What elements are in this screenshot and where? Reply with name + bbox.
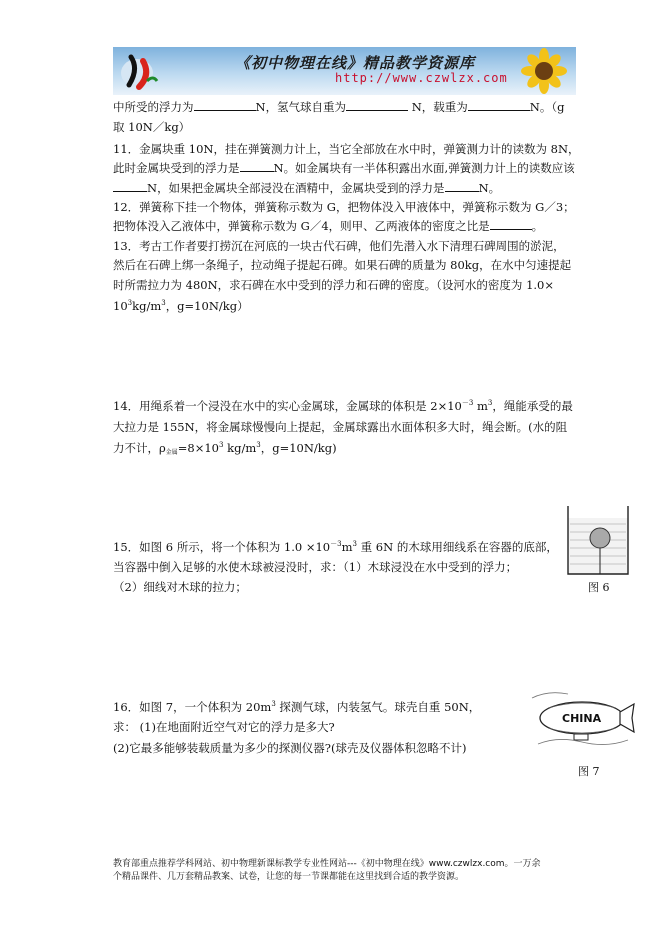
answer-blank[interactable]: [346, 99, 408, 111]
question-15-line2: 当容器中倒入足够的水使木球被浸没时，求：（1）木球浸没在水中受到的浮力；: [113, 560, 518, 574]
question-14-line2: 大拉力是 155N，将金属球慢慢向上提起，金属球露出水面体积多大时，绳会断。(水的阻: [113, 420, 568, 434]
footer-line-2: 个精品课件、几万套精品教案、试卷，让您的每一节课都能在这里找到合适的教学资源。: [113, 872, 465, 882]
question-10-unit-note: 取 10N／kg）: [113, 120, 191, 134]
wood-ball: [590, 528, 610, 548]
question-13-line4: $10^3kg/m^3$，g=10N/kg）: [113, 299, 249, 313]
question-13-line2: 然后在石碑上绑一条绳子，拉动绳子提起石碑。如果石碑的质量为 80kg，在水中匀速提起: [113, 258, 572, 272]
question-15-line1: 15．如图 6 所示，将一个体积为 $1.0 \times 10^{-3}m^3$ 重 6N 的木球用细线系在容器的底部，: [113, 540, 558, 554]
header-banner: [113, 47, 576, 95]
question-11-line2: 此时金属块受到的浮力是 N。如金属块有一半体积露出水面,弹簧测力计上的读数应该: [113, 161, 575, 175]
question-10-continued: 中所受的浮力为 N，氢气球自重为 N，载重为 N。（g: [113, 100, 565, 114]
question-14-line3: 力不计，$\rho_{金属}=8\times 10^3$ $kg/m^3$，g=10N/kg): [113, 441, 337, 456]
figure-6-caption: 图 6: [588, 581, 610, 594]
figure-6-container-diagram: [564, 504, 632, 576]
answer-blank[interactable]: [490, 218, 532, 230]
footer-line-1: 教育部重点推荐学科网站、初中物理新课标教学专业性网站---《初中物理在线》www.czwlzx.com。一万余: [113, 859, 541, 869]
question-12-line1: 12．弹簧称下挂一个物体，弹簧称示数为 G，把物体没入甲液体中，弹簧称示数为 G／3；: [113, 200, 575, 214]
figure-7-caption: 图 7: [578, 765, 600, 778]
airship-gondola: [574, 734, 588, 740]
question-12-line2: 把物体没入乙液体中，弹簧称示数为 G／4，则甲、乙两液体的密度之比是 。: [113, 219, 544, 233]
answer-blank[interactable]: [468, 99, 530, 111]
question-16-line1: 16．如图 7，一个体积为 $20m^3$ 探测气球，内装氢气。球壳自重 50N，: [113, 700, 481, 714]
site-url[interactable]: http://www.czwlzx.com: [335, 71, 508, 85]
site-title: 《初中物理在线》精品教学资源库: [235, 54, 476, 72]
figure-7-airship-diagram: [528, 686, 638, 756]
question-16-line2: 求： (1)在地面附近空气对它的浮力是多大?: [113, 720, 335, 734]
question-11-line3: N，如果把金属块全部浸没在酒精中，金属块受到的浮力是 N。: [113, 180, 500, 196]
cloud-line: [532, 693, 568, 698]
answer-blank[interactable]: [445, 180, 479, 192]
page-footer: [113, 858, 558, 884]
question-15-line3: （2）细线对木球的拉力；: [113, 580, 247, 594]
airship-label: CHINA: [562, 712, 602, 725]
airship-tail-fin: [620, 704, 634, 732]
answer-blank[interactable]: [194, 99, 256, 111]
question-16-line3: (2)它最多能够装载质量为多少的探测仪器?(球壳及仪器体积忽略不计): [113, 741, 467, 755]
question-13-line3: 时所需拉力为 480N，求石碑在水中受到的浮力和石碑的密度。（设河水的密度为 1.0×: [113, 278, 554, 292]
question-11-line1: 11．金属块重 10N，挂在弹簧测力计上，当它全部放在水中时，弹簧测力计的读数为 8N，: [113, 142, 580, 156]
sunflower-icon: [514, 47, 574, 95]
site-logo-icon: [117, 51, 161, 91]
question-14-line1: 14．用绳系着一个浸没在水中的实心金属球，金属球的体积是 $2\times 10^{-3}$ $m^3$，绳能承受的最: [113, 399, 573, 413]
question-13-line1: 13．考古工作者要打捞沉在河底的一块古代石碑，他们先潜入水下清理石碑周围的淤泥，: [113, 239, 565, 253]
answer-blank[interactable]: [240, 160, 274, 172]
answer-blank[interactable]: [113, 180, 147, 192]
